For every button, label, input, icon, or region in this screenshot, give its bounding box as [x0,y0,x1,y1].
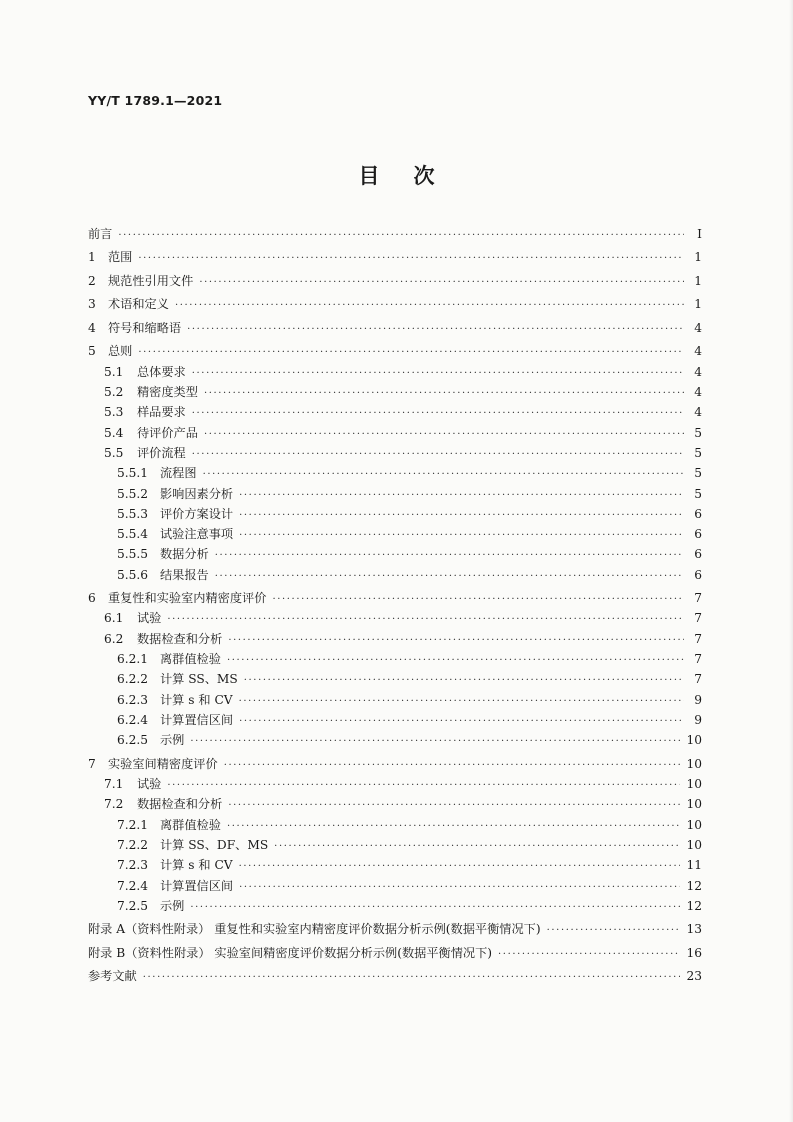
toc-entry-number: 7.2.4 [117,878,149,893]
dot-leader [272,594,684,605]
toc-entry-label: 离群值检验 [160,817,221,832]
toc-entry-label: 流程图 [160,466,197,481]
dot-leader [227,655,684,666]
dot-leader [239,882,680,893]
toc-entry[interactable] [88,589,702,609]
toc-entry-label: 精密度类型 [137,385,198,400]
dot-leader [167,780,680,791]
toc-entry-number: 4 [88,320,96,335]
toc-entry-number: 5.5.5 [117,547,149,562]
toc-entry-page: 10 [686,756,702,771]
toc-entry[interactable] [88,272,702,292]
toc-entry-number: 5.5.1 [117,466,149,481]
toc-entry-page: 9 [694,692,702,707]
toc-entry[interactable] [88,691,702,711]
page-title: 目次 [358,164,469,188]
dot-leader [228,635,684,646]
toc-entry-number: 1 [88,250,96,265]
toc-entry-number: 7.2.5 [117,898,149,913]
dot-leader [175,300,684,311]
dot-leader [239,530,684,541]
toc-entry[interactable] [88,795,702,815]
toc-entry-label: 前言 [88,227,113,241]
toc-entry[interactable] [88,424,702,444]
toc-entry-label: 示例 [160,898,185,913]
dot-leader [547,925,681,936]
toc-entry[interactable] [88,566,702,586]
dot-leader [167,614,684,625]
toc-entry-number: 5 [88,344,96,359]
dot-leader [224,760,681,771]
toc-entry-label: 结果报告 [160,567,209,582]
toc-entry-label: 评价方案设计 [160,506,234,521]
toc-entry[interactable] [88,630,702,650]
dot-leader [239,490,684,501]
toc-entry[interactable] [88,505,702,525]
dot-leader [239,510,684,521]
toc-entry-page: 10 [686,777,702,792]
toc-entry-label: 术语和定义 [108,297,169,312]
toc-entry-page: 11 [686,858,702,873]
toc-entry-number: 7 [88,756,96,771]
toc-entry[interactable] [88,897,702,917]
toc-entry-page: 10 [686,837,702,852]
toc-entry-label: 计算 s 和 CV [160,692,233,707]
toc-entry[interactable] [88,403,702,423]
toc-entry-page: 6 [694,527,702,542]
dot-leader [228,800,680,811]
toc-entry-label: 待评价产品 [137,425,198,440]
dot-leader [143,972,681,983]
toc-entry-page: 10 [686,797,702,812]
dot-leader [203,469,684,480]
toc-entry-page: 4 [694,364,702,379]
toc-entry-label: 试验 [137,777,162,792]
toc-entry-label: 重复性和实验室内精密度评价 [108,591,267,606]
toc-entry-label: 计算 s 和 CV [160,858,233,873]
toc-entry-number: 6.2.4 [117,712,149,727]
toc-entry-number: 5.5.4 [117,527,149,542]
toc-entry-page: 1 [694,297,702,312]
toc-entry-page: 6 [694,567,702,582]
toc-entry-number: 5.5 [104,445,124,460]
toc-entry-number: 5.5.2 [117,486,149,501]
toc-entry[interactable] [88,342,702,362]
toc-entry-number: 2 [88,273,96,288]
dot-leader [239,696,684,707]
toc-entry[interactable] [88,944,702,964]
dot-leader [190,736,680,747]
toc-entry[interactable] [88,775,702,795]
toc-entry-number: 6.2.5 [117,733,149,748]
toc-entry-number: 7.2 [104,797,124,812]
toc-entry-number: 5.5.3 [117,506,149,521]
toc-entry-label: 符号和缩略语 [108,320,182,335]
toc-entry[interactable] [88,920,702,940]
toc-entry[interactable] [88,816,702,836]
toc-entry-label: 示例 [160,733,185,748]
toc-entry[interactable] [88,383,702,403]
toc-entry-number: 5.3 [104,405,124,420]
toc-entry[interactable] [88,225,702,245]
toc-entry-label: 计算置信区间 [160,712,234,727]
toc-entry[interactable] [88,248,702,268]
scan-edge-shadow [789,0,793,1122]
toc-entry-page: 4 [694,385,702,400]
toc-entry[interactable] [88,545,702,565]
dot-leader [192,368,684,379]
toc-entry-number: 7.1 [104,777,124,792]
toc-entry-page: 7 [694,652,702,667]
toc-entry-number: 5.5.6 [117,567,149,582]
dot-leader [274,841,680,852]
toc-entry-number: 5.1 [104,364,124,379]
toc-entry-label: 数据分析 [160,547,209,562]
toc-entry[interactable] [88,877,702,897]
dot-leader [138,347,684,358]
toc-entry-page: 12 [686,898,702,913]
toc-entry-page: 7 [694,631,702,646]
table-of-contents [88,225,702,988]
dot-leader [239,716,684,727]
dot-leader [138,253,684,264]
toc-entry-page: 5 [694,445,702,460]
dot-leader [244,675,684,686]
dot-leader [192,449,684,460]
toc-entry-label: 样品要求 [137,405,186,420]
toc-entry-label: 总则 [108,344,133,359]
toc-entry-number: 7.2.3 [117,858,149,873]
toc-entry-number: 6.1 [104,611,124,626]
toc-entry-page: 7 [694,591,702,606]
dot-leader [192,408,684,419]
toc-entry-page: 9 [694,712,702,727]
toc-entry-number: 7.2.2 [117,837,149,852]
toc-entry-page: 16 [686,945,702,960]
toc-entry[interactable] [88,836,702,856]
toc-entry-number: 6.2 [104,631,124,646]
toc-entry[interactable] [88,485,702,505]
toc-entry[interactable] [88,755,702,775]
toc-entry-page: 4 [694,405,702,420]
toc-entry-page: 5 [694,425,702,440]
dot-leader [215,550,684,561]
toc-entry-label: 计算 SS、DF、MS [160,837,269,852]
toc-entry-label: 参考文献 [88,969,137,984]
dot-leader [199,277,684,288]
toc-entry[interactable] [88,711,702,731]
dot-leader [190,902,680,913]
toc-entry[interactable] [88,525,702,545]
toc-entry-label: 附录 A（资料性附录） 重复性和实验室内精密度评价数据分析示例(数据平衡情况下) [88,922,541,937]
dot-leader [118,230,684,241]
toc-entry[interactable] [88,464,702,484]
toc-entry-page: 5 [694,486,702,501]
toc-entry[interactable] [88,363,702,383]
toc-entry-page: 5 [694,466,702,481]
toc-entry-page: Ⅰ [697,227,702,241]
toc-entry[interactable] [88,650,702,670]
toc-entry-page: 4 [694,344,702,359]
toc-entry-label: 计算置信区间 [160,878,234,893]
toc-entry-label: 总体要求 [137,364,186,379]
toc-entry-page: 23 [686,969,702,984]
toc-entry-number: 3 [88,297,96,312]
dot-leader [215,571,684,582]
toc-entry-page: 12 [686,878,702,893]
toc-entry-number: 6.2.3 [117,692,149,707]
toc-entry-number: 5.2 [104,385,124,400]
toc-entry-label: 离群值检验 [160,652,221,667]
toc-entry[interactable] [88,609,702,629]
toc-entry-label: 评价流程 [137,445,186,460]
toc-entry[interactable] [88,731,702,751]
standard-code: YY/T 1789.1—2021 [88,93,223,108]
dot-leader [239,861,681,872]
toc-entry-page: 10 [686,733,702,748]
dot-leader [187,324,684,335]
toc-entry-page: 1 [694,273,702,288]
toc-entry[interactable] [88,670,702,690]
dot-leader [498,949,680,960]
toc-entry-page: 6 [694,506,702,521]
toc-entry-page: 13 [686,922,702,937]
toc-entry-number: 6.2.2 [117,672,149,687]
toc-entry-number: 5.4 [104,425,124,440]
toc-entry-label: 数据检查和分析 [137,797,223,812]
toc-entry-label: 附录 B（资料性附录） 实验室间精密度评价数据分析示例(数据平衡情况下) [88,945,493,960]
toc-entry-label: 实验室间精密度评价 [108,756,218,771]
toc-entry-label: 计算 SS、MS [160,672,238,687]
toc-entry-label: 数据检查和分析 [137,631,223,646]
dot-leader [204,388,684,399]
dot-leader [227,821,681,832]
toc-entry[interactable] [88,295,702,315]
toc-entry-label: 范围 [108,250,133,265]
toc-entry[interactable] [88,319,702,339]
toc-entry-page: 10 [686,817,702,832]
toc-entry-page: 7 [694,611,702,626]
toc-entry[interactable] [88,444,702,464]
toc-entry[interactable] [88,856,702,876]
toc-entry-label: 试验注意事项 [160,527,234,542]
toc-entry-label: 影响因素分析 [160,486,234,501]
toc-entry[interactable] [88,967,702,987]
dot-leader [204,429,684,440]
toc-entry-number: 6.2.1 [117,652,149,667]
toc-entry-page: 6 [694,547,702,562]
toc-entry-label: 试验 [137,611,162,626]
toc-entry-number: 6 [88,591,96,606]
toc-entry-page: 4 [694,320,702,335]
toc-entry-page: 7 [694,672,702,687]
toc-entry-label: 规范性引用文件 [108,273,194,288]
toc-entry-number: 7.2.1 [117,817,149,832]
toc-entry-page: 1 [694,250,702,265]
